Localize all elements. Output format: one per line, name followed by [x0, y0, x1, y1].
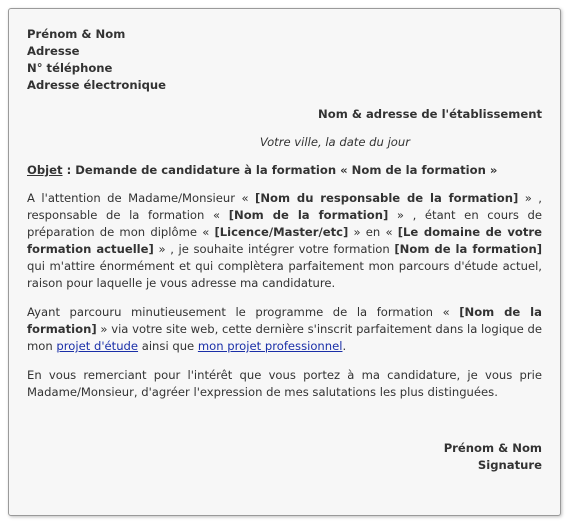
text-segment: » , étant en cours de préparation de mon diplôme « — [27, 208, 543, 239]
text-segment: qui m'attire énormément et qui complètera parfaitement mon parcours d'étude actuel, raison pour laquelle je vous adresse ma candidature. — [27, 259, 542, 290]
sender-name: Prénom & Nom — [27, 27, 126, 41]
placeholder-current-domain: [Le domaine de votre formation actuelle] — [27, 225, 542, 256]
paragraph-program — [27, 304, 542, 355]
text-segment: » en « — [348, 225, 398, 239]
paragraph-closing-formula: En vous remerciant pour l'intérêt que vous portez à ma candidature, je vous prie Madame/Monsieur, d'agréer l'expression de mes salutations les plus distinguées. — [27, 368, 542, 399]
placeholder-formation-name: [Nom de la formation] — [394, 242, 542, 256]
place-date: Votre ville, la date du jour — [259, 135, 410, 149]
object-label: Objet — [27, 163, 63, 177]
text-segment: » via votre site web, cette dernière s'inscrit parfaitement dans la logique de mon — [27, 322, 542, 353]
letter-document — [8, 8, 561, 516]
placeholder-formation-name: [Nom de la formation] — [27, 305, 542, 336]
text-segment: ainsi que — [138, 339, 198, 353]
text-segment: Ayant parcouru minutieusement le programme de la formation « — [27, 305, 460, 319]
closing-block — [27, 440, 542, 474]
placeholder-degree: [Licence/Master/etc] — [214, 225, 349, 239]
text-segment: . — [342, 339, 347, 353]
sender-block — [27, 26, 542, 94]
closing-name: Prénom & Nom — [443, 441, 542, 455]
closing-signature: Signature — [477, 458, 542, 472]
text-segment: » , responsable de la formation « — [27, 191, 542, 222]
object-separator: : — [62, 163, 76, 177]
link-projet-professionnel[interactable]: mon projet professionnel — [197, 339, 343, 353]
object-line — [27, 162, 542, 179]
link-projet-etude[interactable]: projet d'étude — [56, 339, 139, 353]
establishment-block: Nom & adresse de l'établissement — [318, 107, 542, 121]
text-segment: A l'attention de Madame/Monsieur « — [27, 191, 256, 205]
paragraph-intro — [27, 190, 542, 292]
sender-address: Adresse — [27, 44, 80, 58]
object-text: Demande de candidature à la formation « Nom de la formation » — [75, 163, 498, 177]
text-segment: » , je souhaite intégrer votre formation — [153, 242, 395, 256]
sender-phone: N° téléphone — [27, 61, 113, 75]
sender-email: Adresse électronique — [27, 78, 166, 92]
placeholder-responsible-name: [Nom du responsable de la formation] — [255, 191, 519, 205]
placeholder-formation-name: [Nom de la formation] — [228, 208, 389, 222]
